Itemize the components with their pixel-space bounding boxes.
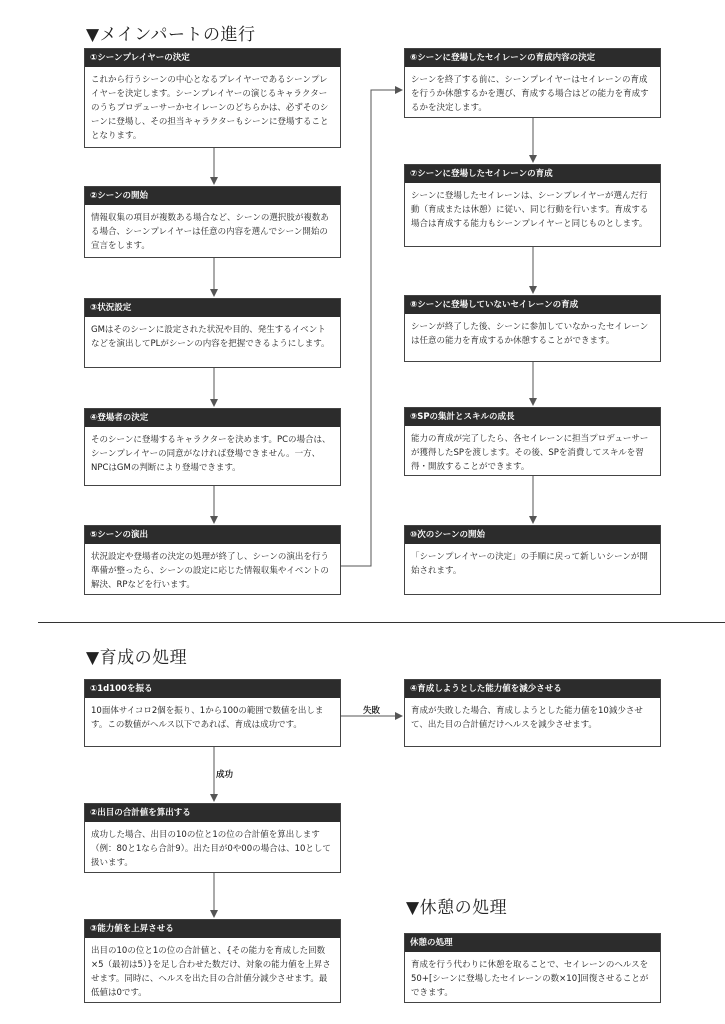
growth-step-box-2 [84, 803, 341, 873]
step-text: 能力の育成が完了したら、各セイレーンに担当プロデューサーが獲得したSPを渡します。その後、SPを消費してスキルを習得・開放することができます。 [411, 434, 649, 472]
step-box-5 [84, 525, 341, 595]
step-label: ⑦シーンに登場したセイレーンの育成 [405, 165, 660, 183]
step-box-10 [404, 525, 661, 595]
growth-step-box-4 [404, 679, 661, 747]
step-label: ②シーンの開始 [85, 187, 340, 205]
step-box-6 [404, 48, 661, 118]
step-label: ①シーンプレイヤーの決定 [85, 49, 340, 67]
rest-text: 育成を行う代わりに休憩を取ることで、セイレーンのヘルスを50+[シーンに登場したセイレーンの数×10]回復させることができます。 [411, 960, 649, 998]
step-text: 10面体サイコロ2個を振り、1から100の範囲で数値を出します。この数値がヘルス以下であれば、育成は成功です。 [91, 706, 324, 730]
rest-section-title: ▼休憩の処理 [406, 898, 508, 918]
section-divider [38, 622, 725, 623]
growth-section-title: ▼育成の処理 [86, 648, 188, 668]
step-text: シーンが終了した後、シーンに参加していなかったセイレーンは任意の能力を育成するか休憩することができます。 [411, 322, 649, 346]
step-text: これから行うシーンの中心となるプレイヤーであるシーンプレイヤーを決定します。シーンプレイヤーの演じるキャラクターのうちプロデューサーかセイレーンのどちらかは、必ずそのシーンに登場し、その担当キャラクターもシーンに登場することとなります。 [91, 75, 329, 141]
step-label: ①1d100を振る [85, 680, 340, 698]
step-label: ③状況設定 [85, 299, 340, 317]
step-text: 育成が失敗した場合、育成しようとした能力値を10減少させて、出た目の合計値だけヘルスを減少させます。 [411, 706, 643, 730]
step-text: 情報収集の項目が複数ある場合など、シーンの選択肢が複数ある場合、シーンプレイヤーは任意の内容を選んでシーン開始の宣言をします。 [91, 213, 329, 251]
step-box-2 [84, 186, 341, 258]
fail-label: 失敗 [363, 706, 381, 716]
main-section-title: ▼メインパートの進行 [86, 25, 256, 45]
step-box-3 [84, 298, 341, 368]
step-text: 「シーンプレイヤーの決定」の手順に戻って新しいシーンが開始されます。 [411, 552, 648, 576]
growth-step-box-1 [84, 679, 341, 747]
step-box-4 [84, 408, 341, 486]
step-text: 出目の10の位と1の位の合計値と、{その能力を育成した回数×5（最初は5）}を足し合わせた数だけ、対象の能力値を上昇させます。同時に、ヘルスを出た目の合計値分減少させます。最低値は0です。 [91, 946, 331, 998]
step-box-7 [404, 164, 661, 247]
step-label: ⑧シーンに登場していないセイレーンの育成 [405, 296, 660, 314]
step-label: ④育成しようとした能力値を減少させる [405, 680, 660, 698]
step-box-9 [404, 407, 661, 476]
arrow-5-6 [341, 90, 402, 566]
growth-step-box-3 [84, 919, 341, 1003]
rest-box [404, 933, 661, 1003]
step-text: そのシーンに登場するキャラクターを決めます。PCの場合は、シーンプレイヤーの同意がなければ登場できません。一方、NPCはGMの判断により登場できます。 [91, 435, 331, 473]
success-label: 成功 [216, 770, 234, 780]
step-text: シーンに登場したセイレーンは、シーンプレイヤーが選んだ行動（育成または休憩）に従い、同じ行動を行います。育成する場合は育成する能力もシーンプレイヤーと同じものとします。 [411, 191, 649, 229]
step-label: ⑩次のシーンの開始 [405, 526, 660, 544]
step-text: 状況設定や登場者の決定の処理が終了し、シーンの演出を行う準備が整ったら、シーンの設定に応じた情報収集やイベントの解決、RPなどを行います。 [91, 552, 329, 590]
step-label: ③能力値を上昇させる [85, 920, 340, 938]
rest-label: 休憩の処理 [405, 934, 660, 952]
step-text: シーンを終了する前に、シーンプレイヤーはセイレーンの育成を行うか休憩するかを選び、育成する場合はどの能力を育成するかを決定します。 [411, 75, 649, 113]
step-label: ②出目の合計値を算出する [85, 804, 340, 822]
step-text: 成功した場合、出目の10の位と1の位の合計値を算出します（例：80と1なら合計9）。出た目が0や00の場合は、10として扱います。 [91, 830, 331, 868]
step-label: ④登場者の決定 [85, 409, 340, 427]
step-label: ⑨SPの集計とスキルの成長 [405, 408, 660, 426]
step-box-8 [404, 295, 661, 362]
step-label: ⑥シーンに登場したセイレーンの育成内容の決定 [405, 49, 660, 67]
step-text: GMはそのシーンに設定された状況や目的、発生するイベントなどを演出してPLがシーンの内容を把握できるようにします。 [91, 325, 330, 349]
step-box-1 [84, 48, 341, 148]
step-label: ⑤シーンの演出 [85, 526, 340, 544]
